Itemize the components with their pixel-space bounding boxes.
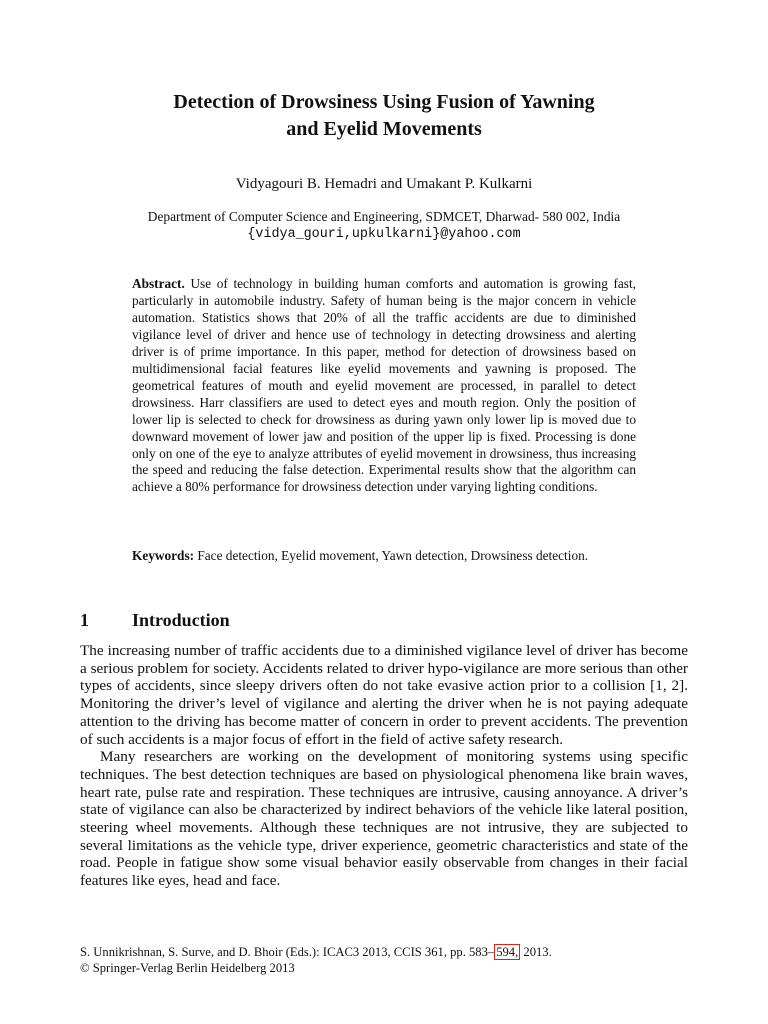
authors: Vidyagouri B. Hemadri and Umakant P. Kulkarni	[235, 176, 533, 192]
citation-page-link[interactable]: 594,	[496, 945, 519, 959]
author-email: {vidya_gouri,upkulkarni}@yahoo.com	[247, 227, 521, 242]
body-text	[80, 642, 688, 890]
section-number: 1	[80, 610, 89, 630]
citation-suffix: 2013.	[520, 945, 552, 959]
keywords-label: Keywords:	[132, 548, 195, 563]
abstract-text: Use of technology in building human comforts and automation is growing fast, particularly in automobile industry. Safety of human being is the major concern in vehicle automation. Statistics shows that 20% of all the traffic accidents are due to diminished vigilance level of driver and hence use of technology in detecting drowsiness and alerting driver is of prime importance. In this paper, method for detection of drowsiness based on multidimensional facial features like eyelid movements and yawning is proposed. The geometrical features of mouth and eyelid movement are processed, in parallel to detect drowsiness. Harr classifiers are used to detect eyes and mouth region. Only the position of lower lip is selected to check for drowsiness as during yawn only lower lip is moved due to downward movement of lower jaw and position of the upper lip is fixed. Processing is done only on one of the eye to analyze attributes of eyelid movement in drowsiness, thus increasing the speed and reducing the false detection. Experimental results show that the algorithm can achieve a 80% performance for drowsiness detection under varying lighting conditions.	[132, 276, 636, 495]
abstract-label: Abstract.	[132, 276, 185, 291]
body-paragraph-2: Many researchers are working on the development of monitoring systems using specific techniques. The best detection techniques are based on physiological phenomena like brain waves, heart rate, pulse rate and respiration. These techniques are intrusive, causing annoyance. A driver’s state of vigilance can also be characterized by indirect behaviors of the vehicle like lateral position, steering wheel movements. Although these techniques are not intrusive, they are subjected to several limitations as the vehicle type, driver experience, geometric characteristics and state of the road. People in fatigue show some visual behavior easily observable from changes in their facial features like eyes, head and face.	[80, 748, 688, 890]
keywords	[132, 547, 636, 564]
section-title: Introduction	[132, 610, 230, 630]
citation-prefix: S. Unnikrishnan, S. Surve, and D. Bhoir (Eds.): ICAC3 2013, CCIS 361, pp. 583–	[80, 945, 495, 959]
abstract	[132, 276, 636, 496]
title-line-1: Detection of Drowsiness Using Fusion of Yawning	[173, 91, 595, 113]
footer	[80, 944, 688, 976]
title-line-2: and Eyelid Movements	[286, 118, 482, 140]
paper-title	[80, 89, 688, 143]
keywords-text: Face detection, Eyelid movement, Yawn detection, Drowsiness detection.	[197, 548, 589, 563]
section-heading	[80, 609, 230, 631]
footer-citation	[80, 944, 688, 960]
body-paragraph-1: The increasing number of traffic accidents due to a diminished vigilance level of driver has become a serious problem for society. Accidents related to driver hypo-vigilance are more serious than other types of accidents, since sleepy drivers often do not take evasive action prior to a collision [1, 2]. Monitoring the driver’s level of vigilance and alerting the driver when he is not paying adequate attention to the driving has become matter of concern in order to prevent accidents. The prevention of such accidents is a major focus of effort in the field of active safety research.	[80, 642, 688, 748]
footer-copyright: © Springer-Verlag Berlin Heidelberg 2013	[80, 961, 295, 975]
affiliation: Department of Computer Science and Engineering, SDMCET, Dharwad- 580 002, India	[147, 209, 621, 224]
